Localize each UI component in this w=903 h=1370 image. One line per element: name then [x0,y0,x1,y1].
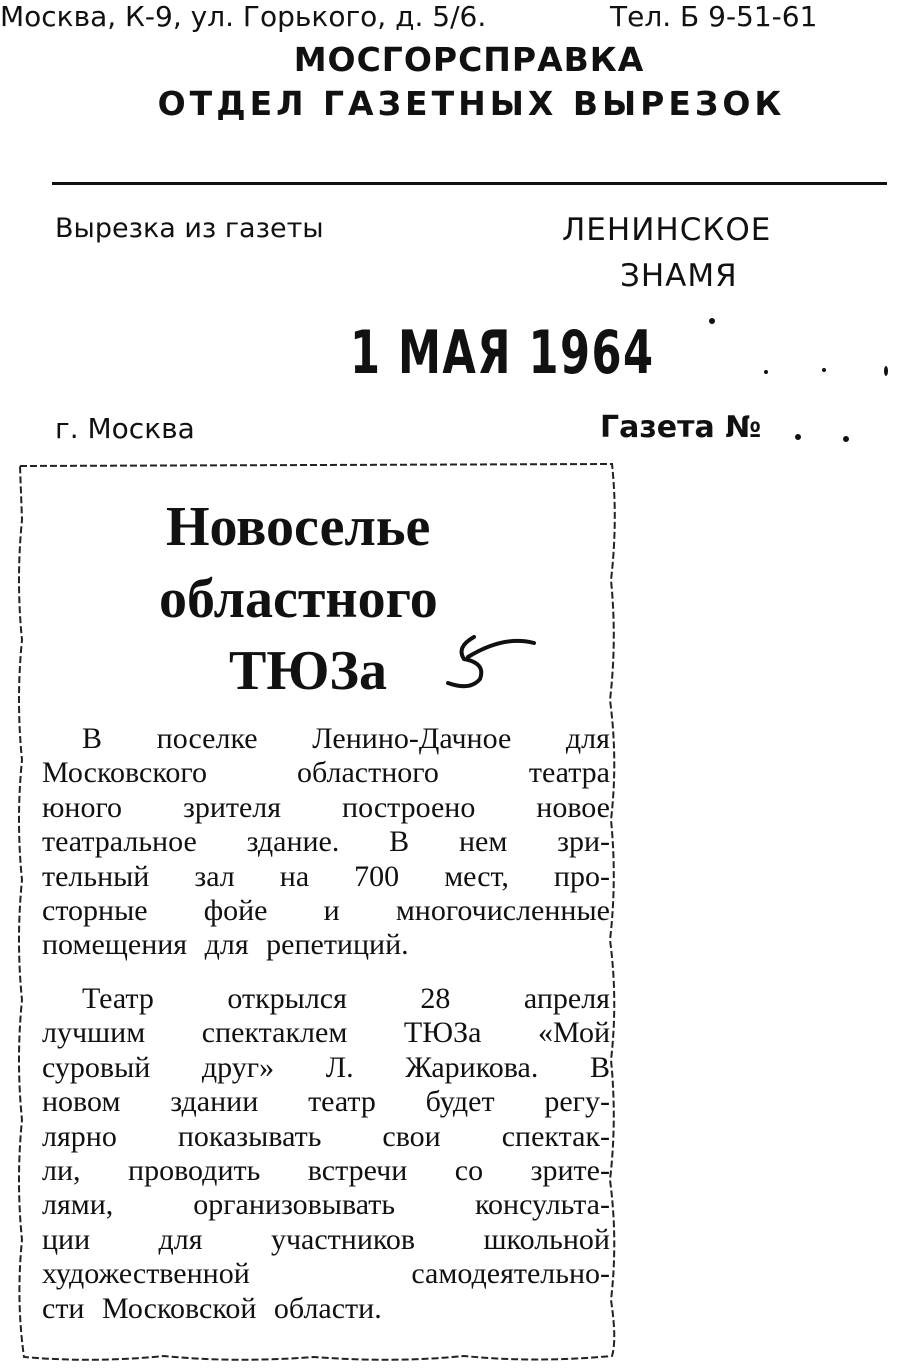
article-text-line: художественной самодеятельно- [42,1257,610,1291]
article-text-line: театральное здание. В нем зри- [42,825,610,859]
article-text-line: В поселке Ленино-Дачное для [82,722,610,755]
city-label: г. Москва [55,412,195,445]
article-text-line: лярно показывать свои спектак- [42,1119,610,1153]
article-text-line: помещения для репетиций. [42,928,409,962]
article-text-line: тельный зал на 700 мест, про- [42,859,610,893]
ink-speck [884,366,888,376]
article-text-line: сти Московской области. [42,1291,382,1325]
ink-speck [795,434,801,440]
article-paragraph-2 [42,982,610,1326]
ink-speck [822,368,826,372]
handwritten-mark-icon [434,625,544,705]
ink-speck [709,318,715,324]
article-text-line: новом здании театр будет регу- [42,1085,610,1119]
newspaper-name-line2: ЗНАМЯ [620,258,738,294]
article-text-line: юного зрителя построено новое [42,790,610,824]
article-text-line: ции для участников школьной [42,1222,610,1256]
header-divider [52,182,887,185]
newspaper-name-line1: ЛЕНИНСКОЕ [562,212,772,248]
newspaper-number-label: Газета № [600,410,762,445]
address: Москва, К-9, ул. Горького, д. 5/6. [0,0,487,33]
headline-line-1: Новоселье [166,496,431,558]
article-text-line: Театр открылся 28 апреля [82,982,610,1015]
phone: Тел. Б 9-51-61 [610,0,818,33]
article-text-line: ли, проводить встречи со зрите- [42,1154,610,1188]
date-stamp: 1 МАЯ 1964 [350,318,655,388]
article-paragraph-1 [42,722,610,963]
article-text-line: Московского областного театра [42,756,610,790]
article-text-line: сторные фойе и многочисленные [42,894,610,928]
article-text-line: лучшим спектаклем ТЮЗа «Мой [42,1016,610,1050]
ink-speck [764,370,768,374]
ink-speck [843,436,849,442]
clipping-source-label: Вырезка из газеты [55,213,324,244]
organization-title: МОСГОРСПРАВКА [293,40,645,79]
newspaper-clipping [14,460,618,1362]
department-title: ОТДЕЛ ГАЗЕТНЫХ ВЫРЕЗОК [157,84,786,123]
headline-line-2: областного [159,568,438,630]
article-text-line: лями, организовывать консульта- [42,1188,610,1222]
article-text-line: суровый друг» Л. Жарикова. В [42,1050,610,1084]
address-line [0,0,840,33]
headline-line-3: ТЮЗа [229,640,387,702]
